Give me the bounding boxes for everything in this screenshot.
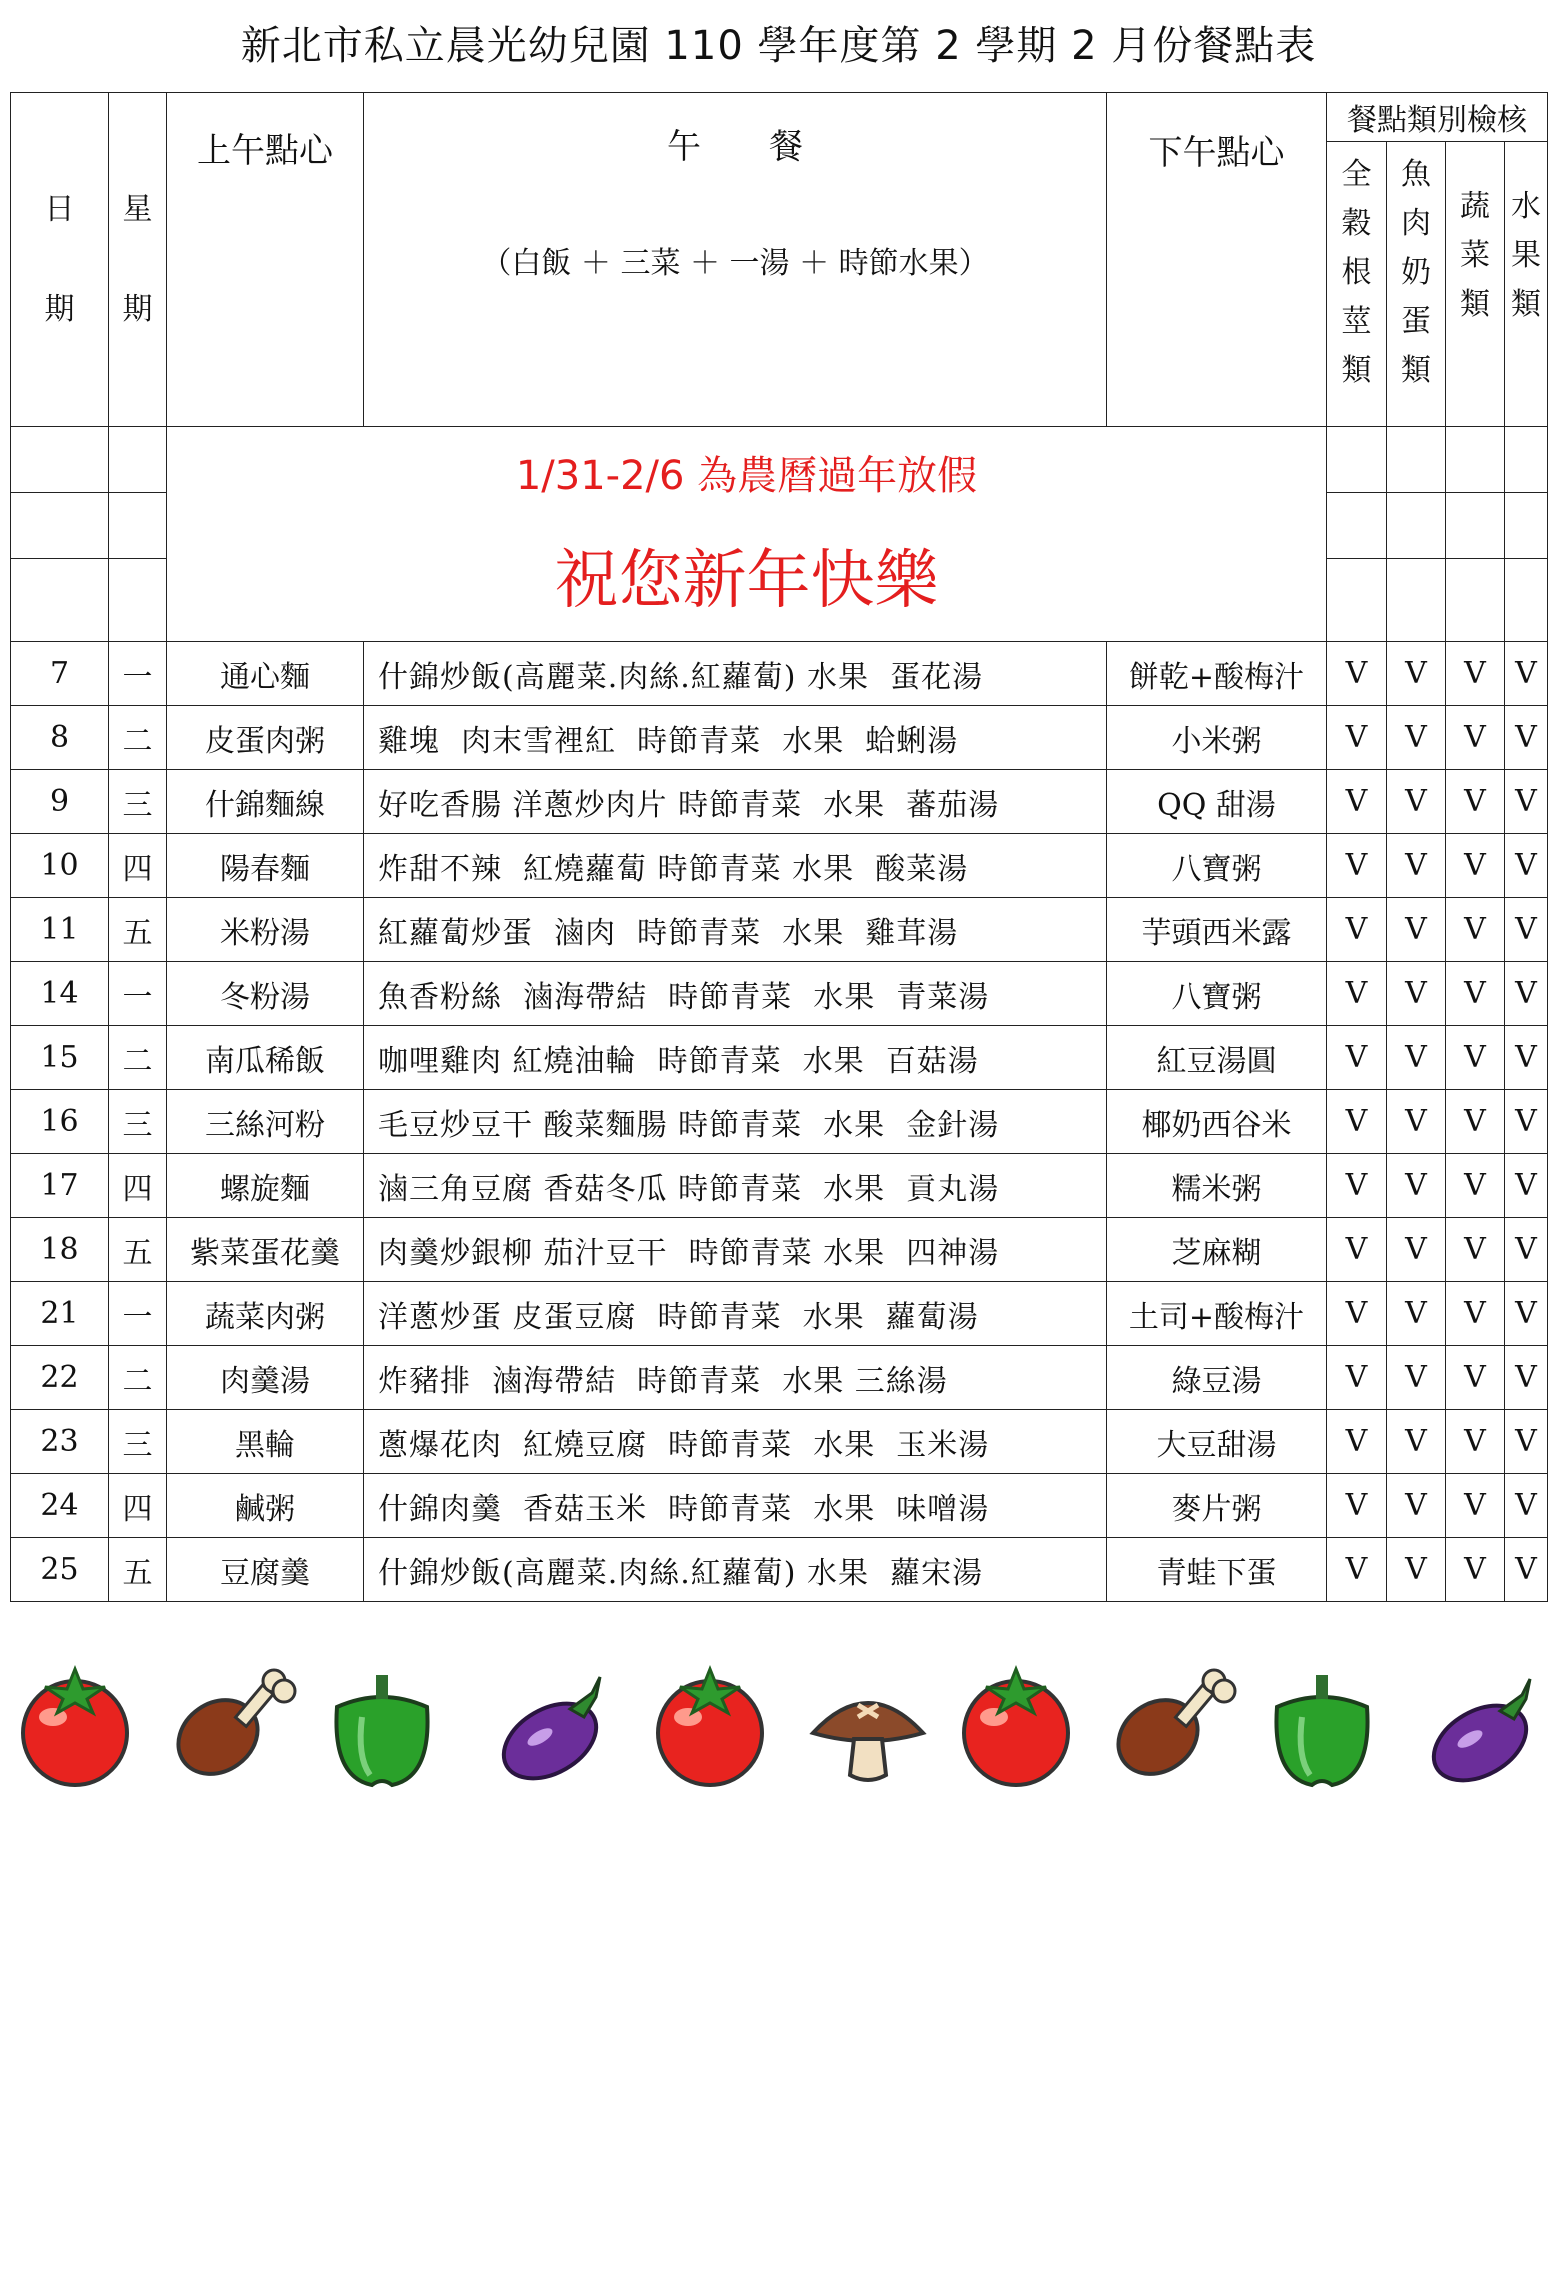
check-mark: V [1327,1538,1387,1602]
am-snack-cell: 通心麵 [167,642,364,706]
blank-cell [1387,493,1446,559]
pm-snack-cell: 八寶粥 [1107,834,1327,898]
lunch-cell: 好吃香腸 洋蔥炒肉片 時節青菜 水果 蕃茄湯 [364,770,1107,834]
check-mark: V [1446,1538,1505,1602]
date-header [11,93,109,427]
mushroom-icon [813,1703,923,1780]
pm-snack-cell: QQ 甜湯 [1107,770,1327,834]
date-cell: 14 [11,962,109,1026]
blank-cell [1505,493,1548,559]
check-mark: V [1327,1346,1387,1410]
pm-snack-cell: 芋頭西米露 [1107,898,1327,962]
new-year-greeting: 祝您新年快樂 [554,543,939,618]
tomato-icon [23,1669,127,1785]
date-cell: 22 [11,1346,109,1410]
weekday-cell: 五 [109,898,167,962]
lunch-cell: 炸豬排 滷海帶結 時節青菜 水果 三絲湯 [364,1346,1107,1410]
check-mark: V [1505,1218,1548,1282]
am-snack-cell: 螺旋麵 [167,1154,364,1218]
check-mark: V [1505,1346,1548,1410]
lunch-cell: 什錦肉羹 香菇玉米 時節青菜 水果 味噌湯 [364,1474,1107,1538]
am-snack-header: 上午點心 [167,93,364,427]
date-cell: 15 [11,1026,109,1090]
blank-cell [1446,493,1505,559]
check-col-fruit [1505,142,1548,427]
check-mark: V [1505,962,1548,1026]
pm-snack-cell: 綠豆湯 [1107,1346,1327,1410]
check-mark: V [1446,962,1505,1026]
check-mark: V [1505,1154,1548,1218]
page-title: 新北市私立晨光幼兒園 110 學年度第 2 學期 2 月份餐點表 [240,23,1317,69]
pm-snack-cell: 土司+酸梅汁 [1107,1282,1327,1346]
check-mark: V [1327,834,1387,898]
check-mark: V [1327,1090,1387,1154]
check-mark: V [1387,1026,1446,1090]
am-snack-cell: 紫菜蛋花羹 [167,1218,364,1282]
date-cell: 17 [11,1154,109,1218]
check-mark: V [1327,1026,1387,1090]
table-row [11,1346,1548,1410]
holiday-notice [167,427,1327,642]
tomato-icon [658,1669,762,1785]
blank-cell [1446,427,1505,493]
pm-snack-cell: 大豆甜湯 [1107,1410,1327,1474]
date-header-bottom: 期 [44,291,75,327]
blank-cell [11,493,109,559]
blank-cell [1446,559,1505,642]
check-mark: V [1387,962,1446,1026]
check-mark: V [1505,1474,1548,1538]
check-mark: V [1387,1282,1446,1346]
lunch-header [364,93,1107,427]
green-pepper-icon [1276,1675,1367,1785]
date-cell: 7 [11,642,109,706]
check-mark: V [1327,1474,1387,1538]
check-mark: V [1387,706,1446,770]
weekday-cell: 一 [109,962,167,1026]
check-mark: V [1327,1282,1387,1346]
date-cell: 9 [11,770,109,834]
am-snack-cell: 什錦麵線 [167,770,364,834]
check-mark: V [1387,770,1446,834]
check-mark: V [1446,1346,1505,1410]
weekday-cell: 四 [109,834,167,898]
pm-snack-cell: 青蛙下蛋 [1107,1538,1327,1602]
table-row [11,1474,1548,1538]
check-mark: V [1446,1410,1505,1474]
table-row [11,1410,1548,1474]
table-row [11,962,1548,1026]
lunch-cell: 肉羹炒銀柳 茄汁豆干 時節青菜 水果 四神湯 [364,1218,1107,1282]
lunch-cell: 毛豆炒豆干 酸菜麵腸 時節青菜 水果 金針湯 [364,1090,1107,1154]
table-row [11,834,1548,898]
blank-cell [109,559,167,642]
weekday-cell: 一 [109,642,167,706]
weekday-cell: 四 [109,1154,167,1218]
table-row [11,706,1548,770]
blank-cell [11,427,109,493]
check-mark: V [1446,1154,1505,1218]
check-col-grains-label: 全 穀 根 莖 類 [1341,157,1372,388]
check-col-protein [1387,142,1446,427]
check-mark: V [1327,1154,1387,1218]
date-cell: 21 [11,1282,109,1346]
check-mark: V [1387,1218,1446,1282]
pm-snack-cell: 小米粥 [1107,706,1327,770]
green-pepper-icon [336,1675,427,1785]
check-mark: V [1505,1090,1548,1154]
table-row [11,770,1548,834]
check-mark: V [1327,642,1387,706]
check-mark: V [1505,1410,1548,1474]
lunch-header-subtitle: （白飯 ＋ 三菜 ＋ 一湯 ＋ 時節水果） [481,246,989,281]
am-snack-cell: 米粉湯 [167,898,364,962]
blank-cell [1505,559,1548,642]
weekday-cell: 三 [109,770,167,834]
pm-snack-cell: 餅乾+酸梅汁 [1107,642,1327,706]
check-mark: V [1327,962,1387,1026]
blank-cell [11,559,109,642]
blank-cell [109,427,167,493]
date-cell: 25 [11,1538,109,1602]
date-cell: 8 [11,706,109,770]
eggplant-icon [1421,1679,1540,1795]
check-mark: V [1446,1026,1505,1090]
pm-snack-cell: 麥片粥 [1107,1474,1327,1538]
table-row [11,1090,1548,1154]
check-mark: V [1446,1218,1505,1282]
date-cell: 16 [11,1090,109,1154]
am-snack-cell: 南瓜稀飯 [167,1026,364,1090]
check-mark: V [1327,706,1387,770]
am-snack-cell: 陽春麵 [167,834,364,898]
pm-snack-cell: 紅豆湯圓 [1107,1026,1327,1090]
lunch-cell: 紅蘿蔔炒蛋 滷肉 時節青菜 水果 雞茸湯 [364,898,1107,962]
check-mark: V [1505,1026,1548,1090]
lunch-cell: 炸甜不辣 紅燒蘿蔔 時節青菜 水果 酸菜湯 [364,834,1107,898]
check-col-vegetables [1446,142,1505,427]
tomato-icon [964,1669,1068,1785]
weekday-cell: 四 [109,1474,167,1538]
header-row [11,93,1548,142]
check-col-vegetables-label: 蔬 菜 類 [1460,189,1490,322]
blank-cell [1327,493,1387,559]
check-mark: V [1387,1474,1446,1538]
weekday-cell: 二 [109,1346,167,1410]
check-mark: V [1446,642,1505,706]
am-snack-cell: 黑輪 [167,1410,364,1474]
check-mark: V [1327,1410,1387,1474]
check-mark: V [1505,770,1548,834]
weekday-header-top: 星 [122,191,153,227]
am-snack-cell: 三絲河粉 [167,1090,364,1154]
check-mark: V [1505,1282,1548,1346]
check-mark: V [1387,834,1446,898]
holiday-row [11,427,1548,493]
table-row [11,1538,1548,1602]
drumstick-icon [164,1670,295,1789]
check-mark: V [1327,1218,1387,1282]
check-mark: V [1446,770,1505,834]
blank-cell [1387,559,1446,642]
check-mark: V [1327,898,1387,962]
check-mark: V [1446,834,1505,898]
check-mark: V [1446,1090,1505,1154]
table-row [11,642,1548,706]
am-snack-cell: 肉羹湯 [167,1346,364,1410]
am-snack-cell: 冬粉湯 [167,962,364,1026]
check-mark: V [1387,642,1446,706]
drumstick-icon [1104,1670,1235,1789]
lunch-cell: 滷三角豆腐 香菇冬瓜 時節青菜 水果 貢丸湯 [364,1154,1107,1218]
pm-snack-cell: 椰奶西谷米 [1107,1090,1327,1154]
eggplant-icon [491,1677,610,1794]
am-snack-cell: 鹹粥 [167,1474,364,1538]
check-header: 餐點類別檢核 [1327,93,1548,142]
check-mark: V [1446,706,1505,770]
table-row [11,1282,1548,1346]
check-mark: V [1387,1538,1446,1602]
lunch-cell: 咖哩雞肉 紅燒油輪 時節青菜 水果 百菇湯 [364,1026,1107,1090]
date-cell: 10 [11,834,109,898]
pm-snack-header: 下午點心 [1107,93,1327,427]
am-snack-cell: 皮蛋肉粥 [167,706,364,770]
pm-snack-cell: 糯米粥 [1107,1154,1327,1218]
check-mark: V [1387,1346,1446,1410]
blank-cell [109,493,167,559]
date-cell: 18 [11,1218,109,1282]
check-mark: V [1327,770,1387,834]
weekday-cell: 五 [109,1538,167,1602]
check-col-fruit-label: 水 果 類 [1511,189,1541,322]
table-row [11,1154,1548,1218]
blank-cell [1505,427,1548,493]
date-header-top: 日 [44,191,75,227]
blank-cell [1327,427,1387,493]
meal-table [10,92,1548,1602]
weekday-cell: 三 [109,1090,167,1154]
check-mark: V [1446,1282,1505,1346]
blank-cell [1387,427,1446,493]
check-mark: V [1387,1410,1446,1474]
weekday-cell: 二 [109,1026,167,1090]
date-cell: 24 [11,1474,109,1538]
check-col-protein-label: 魚 肉 奶 蛋 類 [1401,157,1431,388]
lunch-cell: 什錦炒飯(高麗菜.肉絲.紅蘿蔔) 水果 蛋花湯 [364,642,1107,706]
lunch-cell: 什錦炒飯(高麗菜.肉絲.紅蘿蔔) 水果 蘿宋湯 [364,1538,1107,1602]
lunch-cell: 洋蔥炒蛋 皮蛋豆腐 時節青菜 水果 蘿蔔湯 [364,1282,1107,1346]
check-mark: V [1505,1538,1548,1602]
date-cell: 23 [11,1410,109,1474]
weekday-header-bottom: 期 [122,291,153,327]
check-mark: V [1505,898,1548,962]
table-row [11,898,1548,962]
weekday-header [109,93,167,427]
check-mark: V [1505,834,1548,898]
lunch-header-title: 午 餐 [667,127,803,167]
check-mark: V [1446,1474,1505,1538]
blank-cell [1327,559,1387,642]
weekday-cell: 一 [109,1282,167,1346]
table-row [11,1026,1548,1090]
check-mark: V [1505,706,1548,770]
check-mark: V [1505,642,1548,706]
check-col-grains [1327,142,1387,427]
check-mark: V [1387,1090,1446,1154]
holiday-text: 1/31-2/6 為農曆過年放假 [515,452,978,499]
check-mark: V [1387,898,1446,962]
am-snack-cell: 豆腐羹 [167,1538,364,1602]
date-cell: 11 [11,898,109,962]
pm-snack-cell: 芝麻糊 [1107,1218,1327,1282]
weekday-cell: 二 [109,706,167,770]
check-mark: V [1446,898,1505,962]
check-mark: V [1387,1154,1446,1218]
decorative-food-strip [10,1655,1547,1795]
weekday-cell: 三 [109,1410,167,1474]
am-snack-cell: 蔬菜肉粥 [167,1282,364,1346]
lunch-cell: 蔥爆花肉 紅燒豆腐 時節青菜 水果 玉米湯 [364,1410,1107,1474]
lunch-cell: 雞塊 肉末雪裡紅 時節青菜 水果 蛤蜊湯 [364,706,1107,770]
table-row [11,1218,1548,1282]
weekday-cell: 五 [109,1218,167,1282]
pm-snack-cell: 八寶粥 [1107,962,1327,1026]
lunch-cell: 魚香粉絲 滷海帶結 時節青菜 水果 青菜湯 [364,962,1107,1026]
